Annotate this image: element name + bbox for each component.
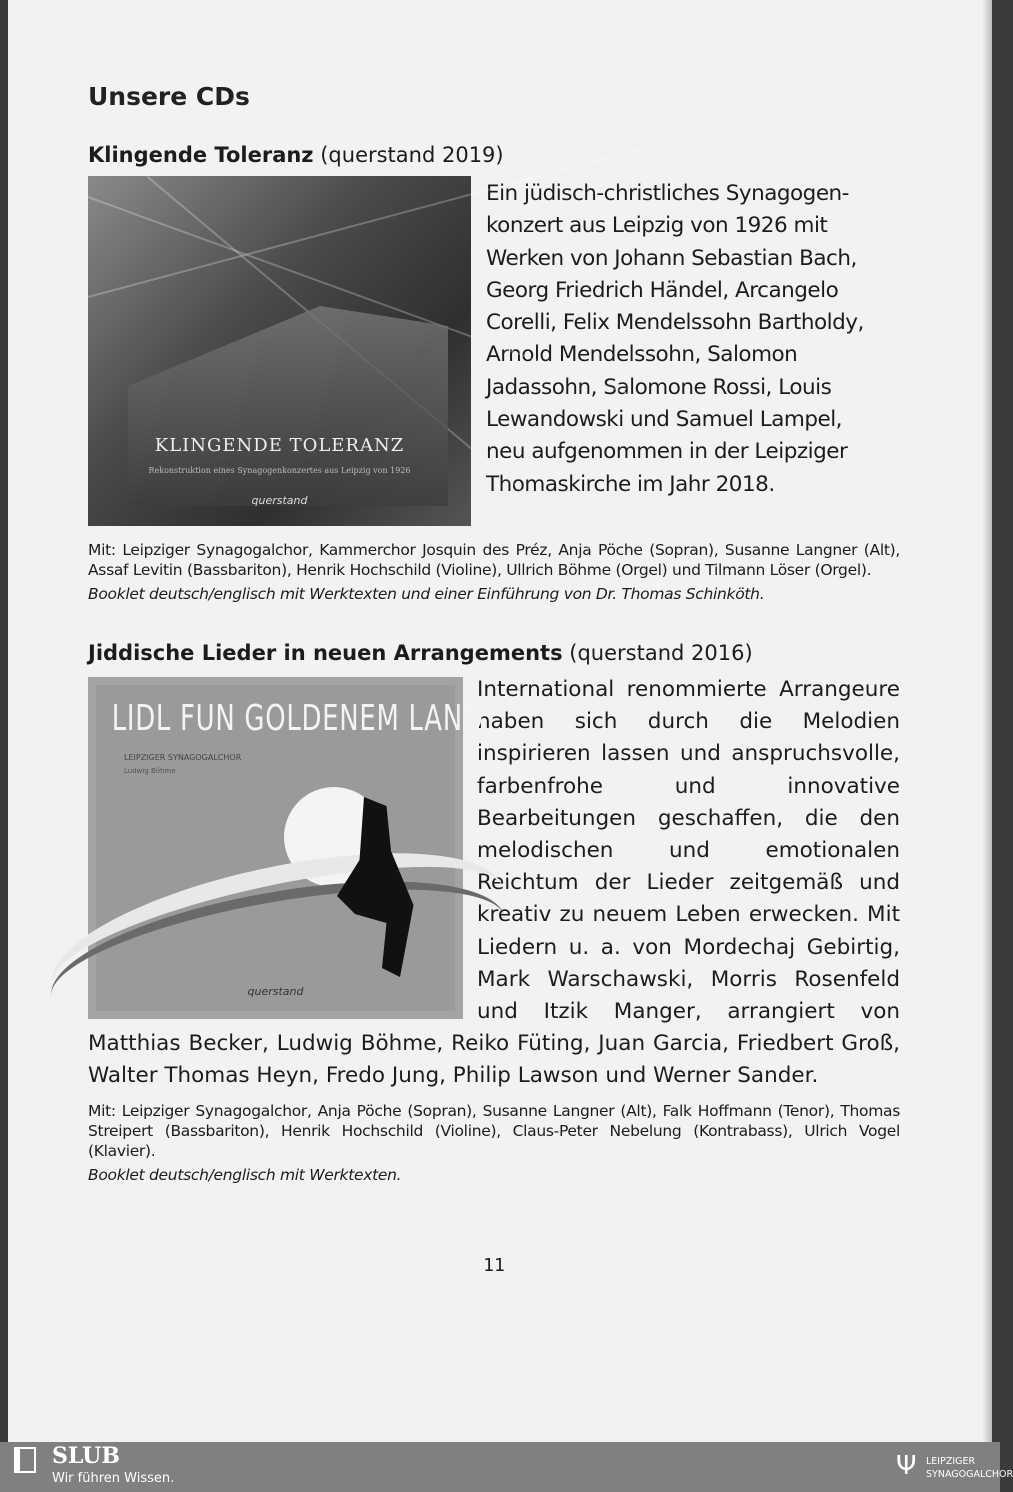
description-line: konzert aus Leipzig von 1926 mit [486, 213, 828, 239]
cd1-cover-title: KLINGENDE TOLERANZ [154, 435, 405, 456]
cd2-title: Jiddische Lieder in neuen Arrangements [88, 641, 563, 665]
partner-logo [926, 1455, 1013, 1481]
description-line: Ein jüdisch-christliches Synagogen- [486, 181, 849, 206]
description-line: Corelli, Felix Mendelssohn Bartholdy, [486, 310, 864, 336]
description-line: Thomaskirche im Jahr 2018. [486, 471, 775, 497]
cd1-cover-image [88, 176, 471, 526]
book-icon [14, 1447, 36, 1473]
cd1-title-line [88, 140, 900, 170]
cd2-cover-artist: LEIPZIGER SYNAGOGALCHOR [124, 753, 242, 762]
description-line: Arnold Mendelssohn, Salomon [486, 342, 798, 368]
cd1-description [486, 178, 864, 526]
partner-line: LEIPZIGER [926, 1456, 976, 1467]
cd1-cover-logo: querstand [251, 494, 308, 507]
cd2-performers: Mit: Leipziger Synagogalchor, Anja Pöche (Sopran), Susanne Langner (Alt), Falk Hoffmann (Tenor), Thomas Streipert (Bassbariton), Henrik Hochschild (Violine), Claus-Peter Nebelung (Kontrabass), Ulrich Vogel (Klavier). [88, 1101, 900, 1160]
slub-tagline: Wir führen Wissen. [52, 1471, 175, 1486]
cd2-title-line [88, 638, 900, 668]
page-heading: Unsere CDs [88, 82, 250, 111]
cd2-description: International renommierte Arrangeure haben sich durch die Melodien inspirieren lassen und anspruchsvolle, farbenfrohe und innovative Bearbeitungen geschaffen, die den melodischen und emotionalen Reichtum der Lieder zeitgemäß und kreativ zu neuem Leben erwecken. Mit Liedern u. a. von Mordechaj Gebirtig, Mark Warschawski, Morris Rosenfeld und Itzik Manger, arrangiert von Matthias Becker, Ludwig Böhme, Reiko Füting, Juan Garcia, Friedbert Groß, Walter Thomas Heyn, Fredo Jung, Philip Lawson und Werner Sander. [88, 677, 900, 1089]
menorah-icon: Ψ [896, 1451, 917, 1481]
description-line: Werken von Johann Sebastian Bach, [486, 245, 857, 271]
description-line: Jadassohn, Salomone Rossi, Louis [486, 374, 832, 400]
slub-logo[interactable]: SLUB [52, 1443, 120, 1469]
footer-bar [0, 1442, 1013, 1492]
cd1-label: (querstand 2019) [320, 143, 504, 167]
document-page [8, 0, 992, 1442]
description-line: Lewandowski und Samuel Lampel, [486, 407, 843, 433]
cd1-booklet: Booklet deutsch/englisch mit Werktexten und einer Einführung von Dr. Thomas Schinköth. [88, 585, 765, 603]
cd2-cover-logo: querstand [247, 985, 304, 998]
cd1-cover-subtitle: Rekonstruktion eines Synagogenkonzertes aus Leipzig von 1926 [148, 466, 411, 475]
cd2-cover-conductor: Ludwig Böhme [124, 767, 176, 775]
cd2-label: (querstand 2016) [569, 641, 753, 665]
description-line: neu aufgenommen in der Leipziger [486, 439, 848, 465]
cd2-cover-image [88, 677, 484, 1019]
page-number: 11 [483, 1254, 505, 1276]
cd1-performers: Mit: Leipziger Synagogalchor, Kammerchor Josquin des Préz, Anja Pöche (Sopran), Susanne Langner (Alt), Assaf Levitin (Bassbariton), Henrik Hochschild (Violine), Ullrich Böhme (Orgel) und Tilmann Löser (Orgel). [88, 541, 900, 579]
cd2-booklet: Booklet deutsch/englisch mit Werktexten. [88, 1165, 402, 1184]
cd1-row [88, 176, 900, 526]
description-line: Georg Friedrich Händel, Arcangelo [486, 277, 839, 303]
cd2-description-block [88, 674, 900, 1093]
page-edge [982, 0, 992, 1442]
cd2-cover-title: LIDL FUN GOLDENEM LAND [111, 698, 484, 739]
partner-line: SYNAGOGALCHOR [926, 1469, 1013, 1480]
cd1-title: Klingende Toleranz [88, 143, 314, 167]
page-content [88, 80, 900, 1277]
